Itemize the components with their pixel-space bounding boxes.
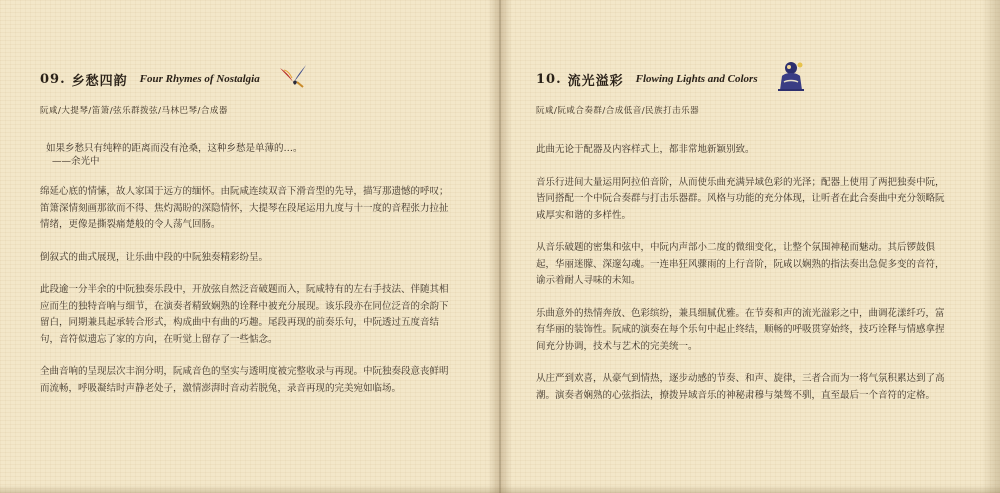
- bird-icon: [276, 62, 310, 96]
- paragraph: 绵延心底的情愫，故人家国于远方的缅怀。由阮咸连续双音下滑音型的先导，描写那遗憾的呼叹；笛箫深情刻画那欲而不得、焦灼渴盼的深隐情怀，大提琴在段尾运用九度与十一度的音程张力拉扯情绪，更像是撕裂痛楚般的令人荡气回肠。: [40, 186, 449, 230]
- epigraph-quote: [40, 142, 456, 168]
- track-title-zh: 乡愁四韵: [71, 73, 128, 89]
- track-title-zh: 流光溢彩: [567, 73, 624, 89]
- track-10-header: [536, 62, 948, 96]
- paragraph: 乐曲意外的热情奔放、色彩缤纷，兼具细腻优雅。在节奏和声的流光溢彩之中，曲调花漾纤巧，富有华丽的装饰性。阮咸的演奏在每个乐句中起止终结，顺畅的呼吸贯穿始终，技巧诠释与情感拿捏间充分协调，技术与艺术的完美统一。: [536, 307, 945, 352]
- left-page: [0, 0, 496, 493]
- track-09-header: [40, 62, 456, 96]
- right-page: [504, 0, 1000, 493]
- track-number: 10.: [536, 71, 562, 87]
- quote-source: ——余光中: [52, 156, 100, 167]
- paragraph: 倒叙式的曲式展现，让乐曲中段的中阮独奏精彩纷呈。: [40, 251, 269, 263]
- track-09-description: [40, 142, 456, 397]
- track-number: 09.: [40, 71, 66, 87]
- paragraph: 全曲音响的呈现层次丰润分明，阮咸音色的坚实与透明度被完整收录与再现。中阮独奏段意丧鲜明而流畅，呼吸凝结时声静老处子，激情澎湃时音动若脱兔，录音再现的完美宛如临场。: [40, 366, 449, 394]
- instrument-list: 阮咸/大提琴/笛箫/弦乐群拨弦/马林巴琴/合成器: [40, 106, 228, 116]
- paragraph: 此曲无论于配器及内容样式上，都非常地新颖别致。: [536, 144, 755, 155]
- figure-icon: [774, 60, 808, 98]
- quote-text: 如果乡愁只有纯粹的距离而没有沧桑，这种乡愁是单薄的…。: [46, 143, 303, 154]
- paragraph: 此段逾一分半余的中阮独奏乐段中，开放弦自然泛音破题而入，阮咸特有的左右手技法、伴随其相应而生的独特音响与细节，在演奏者精致娴熟的诠释中被充分展现。该乐段亦在同位泛音的余韵下留白，同期兼具起承转合形式，构成曲中有曲的巧趣。尾段再现的前奏乐句，中阮透过五度音结句，音符似遗忘了家的方向，在听觉上留存了一些惦念。: [40, 284, 449, 345]
- track-10-description: [536, 142, 948, 404]
- paragraph: 从音乐破题的密集和弦中，中阮内声部小二度的微细变化，让整个氛围神秘而魅动。其后锣鼓俱起，华丽迷朦、深邃勾魂。一连串狂风骤雨的上行音阶，阮咸以娴熟的指法奏出急促多变的音符，谕示着耐人寻味的未知。: [536, 242, 945, 286]
- paragraph: 从庄严到欢喜，从豪气到情热，逐步动感的节奏、和声、旋律，三者合而为一将气氛积累达到了高潮。演奏者娴熟的心弦指法，撩拨异域音乐的神秘肃穆与桀骜不驯，直至最后一个音符的定格。: [536, 373, 945, 401]
- paragraph: 音乐行进间大量运用阿拉伯音阶，从而使乐曲充满异域色彩的光泽；配器上使用了两把独奏中阮，皆同搭配一个中阮合奏群与打击乐器群。风格与功能的充分体现，让听者在此合奏曲中充分领略阮咸厚实和谐的多样性。: [536, 176, 945, 221]
- track-title-en: Four Rhymes of Nostalgia: [139, 73, 260, 85]
- instrument-list: 阮咸/阮咸合奏群/合成低音/民族打击乐器: [536, 106, 700, 116]
- track-title-en: Flowing Lights and Colors: [635, 73, 758, 85]
